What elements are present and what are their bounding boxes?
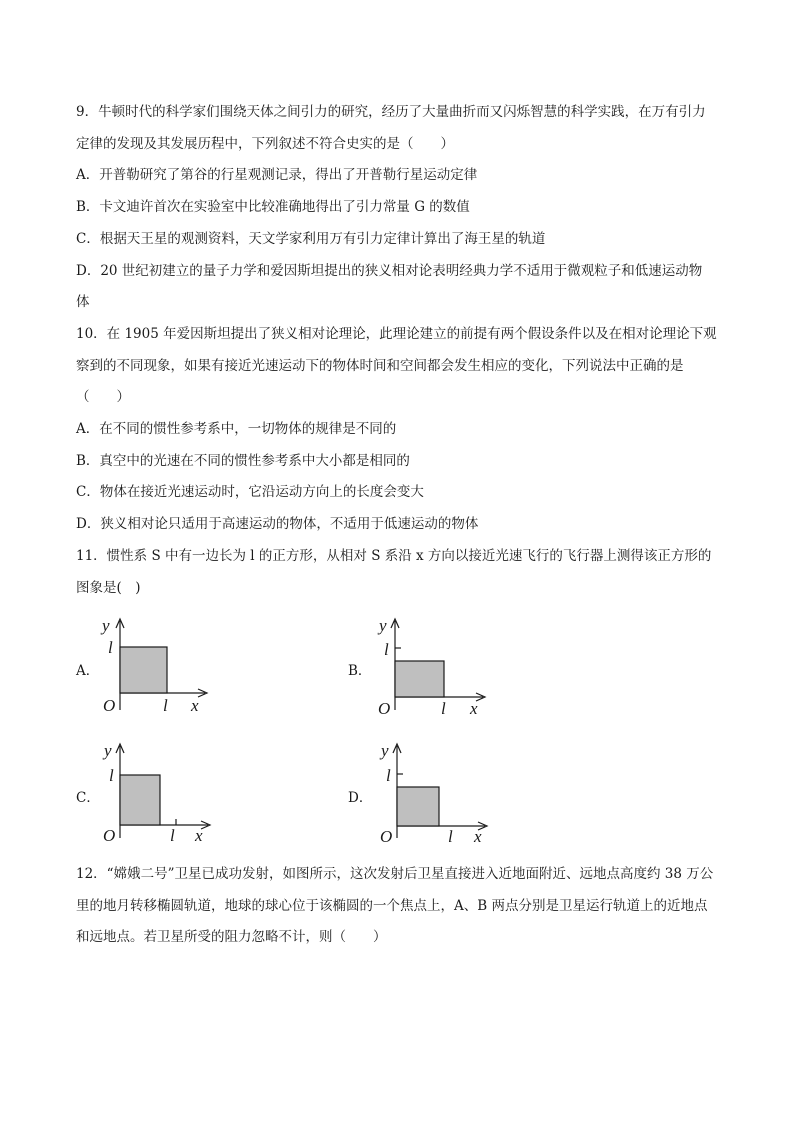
q10-stem-line-3: （ ）: [76, 389, 130, 405]
y-axis-label: y: [104, 741, 112, 760]
x-axis-label: x: [474, 827, 482, 845]
q11-option-d-graph: [377, 740, 492, 845]
q10-option-a: A．在不同的惯性参考系中，一切物体的规律是不同的: [76, 421, 397, 437]
q11-option-b-label: B．: [348, 663, 372, 679]
q11-stem-line-1: 11．惯性系 S 中有一边长为 l 的正方形，从相对 S 系沿 x 方向以接近光速飞行的飞行器上测得该正方形的: [76, 548, 712, 564]
q11-option-a-label: A．: [76, 663, 100, 679]
q12-stem-line-2: 里的地月转移椭圆轨道，地球的球心位于该椭圆的一个焦点上，A、B 两点分别是卫星运行轨道上的近地点: [76, 898, 708, 914]
q11-option-a-graph: [100, 615, 215, 715]
l-tick-label-y: l: [386, 766, 391, 785]
x-axis-label: x: [191, 696, 199, 715]
square-shape: [395, 661, 444, 697]
q10-option-b: B．真空中的光速在不同的惯性参考系中大小都是相同的: [76, 453, 410, 469]
q11-stem-line-2: 图象是( ): [76, 580, 141, 596]
q12-stem-line-3: 和远地点。若卫星所受的阻力忽略不计，则（ ）: [76, 929, 387, 945]
y-axis-label: y: [102, 616, 110, 635]
origin-label: O: [103, 696, 116, 715]
square-shape: [120, 647, 167, 693]
q11-option-c-graph: [100, 740, 215, 845]
l-tick-label-x: l: [441, 699, 446, 715]
l-tick-label-y: l: [384, 640, 389, 659]
q9-option-d-continued: 体: [76, 294, 90, 310]
l-tick-label-x: l: [170, 826, 175, 845]
origin-label: O: [103, 826, 116, 845]
origin-label: O: [378, 699, 391, 715]
x-axis-label: x: [470, 699, 478, 715]
q9-option-c: C．根据天王星的观测资料，天文学家利用万有引力定律计算出了海王星的轨道: [76, 231, 546, 247]
q10-stem-line-2: 察到的不同现象，如果有接近光速运动下的物体时间和空间都会发生相应的变化，下列说法中正确的是: [76, 358, 684, 374]
origin-label: O: [380, 827, 393, 845]
q11-option-b-graph: [375, 615, 490, 715]
l-tick-label-x: l: [163, 696, 168, 715]
q11-option-d-label: D．: [348, 790, 373, 806]
q9-stem-line-2: 定律的发现及其发展历程中，下列叙述不符合史实的是（ ）: [76, 136, 454, 152]
q10-option-c: C．物体在接近光速运动时，它沿运动方向上的长度会变大: [76, 484, 424, 500]
q9-option-b: B．卡文迪许首次在实验室中比较准确地得出了引力常量 G 的数值: [76, 199, 470, 215]
q9-stem-line-1: 9．牛顿时代的科学家们围绕天体之间引力的研究，经历了大量曲折而又闪烁智慧的科学实践，在万有引力: [76, 104, 706, 120]
l-tick-label-y: l: [108, 638, 113, 657]
y-axis-label: y: [381, 741, 389, 760]
square-shape: [397, 787, 439, 826]
x-axis-label: x: [195, 826, 203, 845]
q10-stem-line-1: 10．在 1905 年爱因斯坦提出了狭义相对论理论，此理论建立的前提有两个假设条件以及在相对论理论下观: [76, 326, 717, 342]
square-shape: [120, 775, 160, 825]
q10-option-d: D．狭义相对论只适用于高速运动的物体，不适用于低速运动的物体: [76, 516, 479, 532]
l-tick-label-y: l: [109, 766, 114, 785]
q9-option-d: D．20 世纪初建立的量子力学和爱因斯坦提出的狭义相对论表明经典力学不适用于微观粒子和低速运动物: [76, 263, 703, 279]
q11-option-c-label: C．: [76, 790, 100, 806]
q9-option-a: A．开普勒研究了第谷的行星观测记录，得出了开普勒行星运动定律: [76, 167, 478, 183]
l-tick-label-x: l: [448, 827, 453, 845]
q12-stem-line-1: 12．“嫦娥二号”卫星已成功发射，如图所示，这次发射后卫星直接进入近地面附近、远地点高度约 38 万公: [76, 866, 714, 882]
y-axis-label: y: [379, 616, 387, 635]
